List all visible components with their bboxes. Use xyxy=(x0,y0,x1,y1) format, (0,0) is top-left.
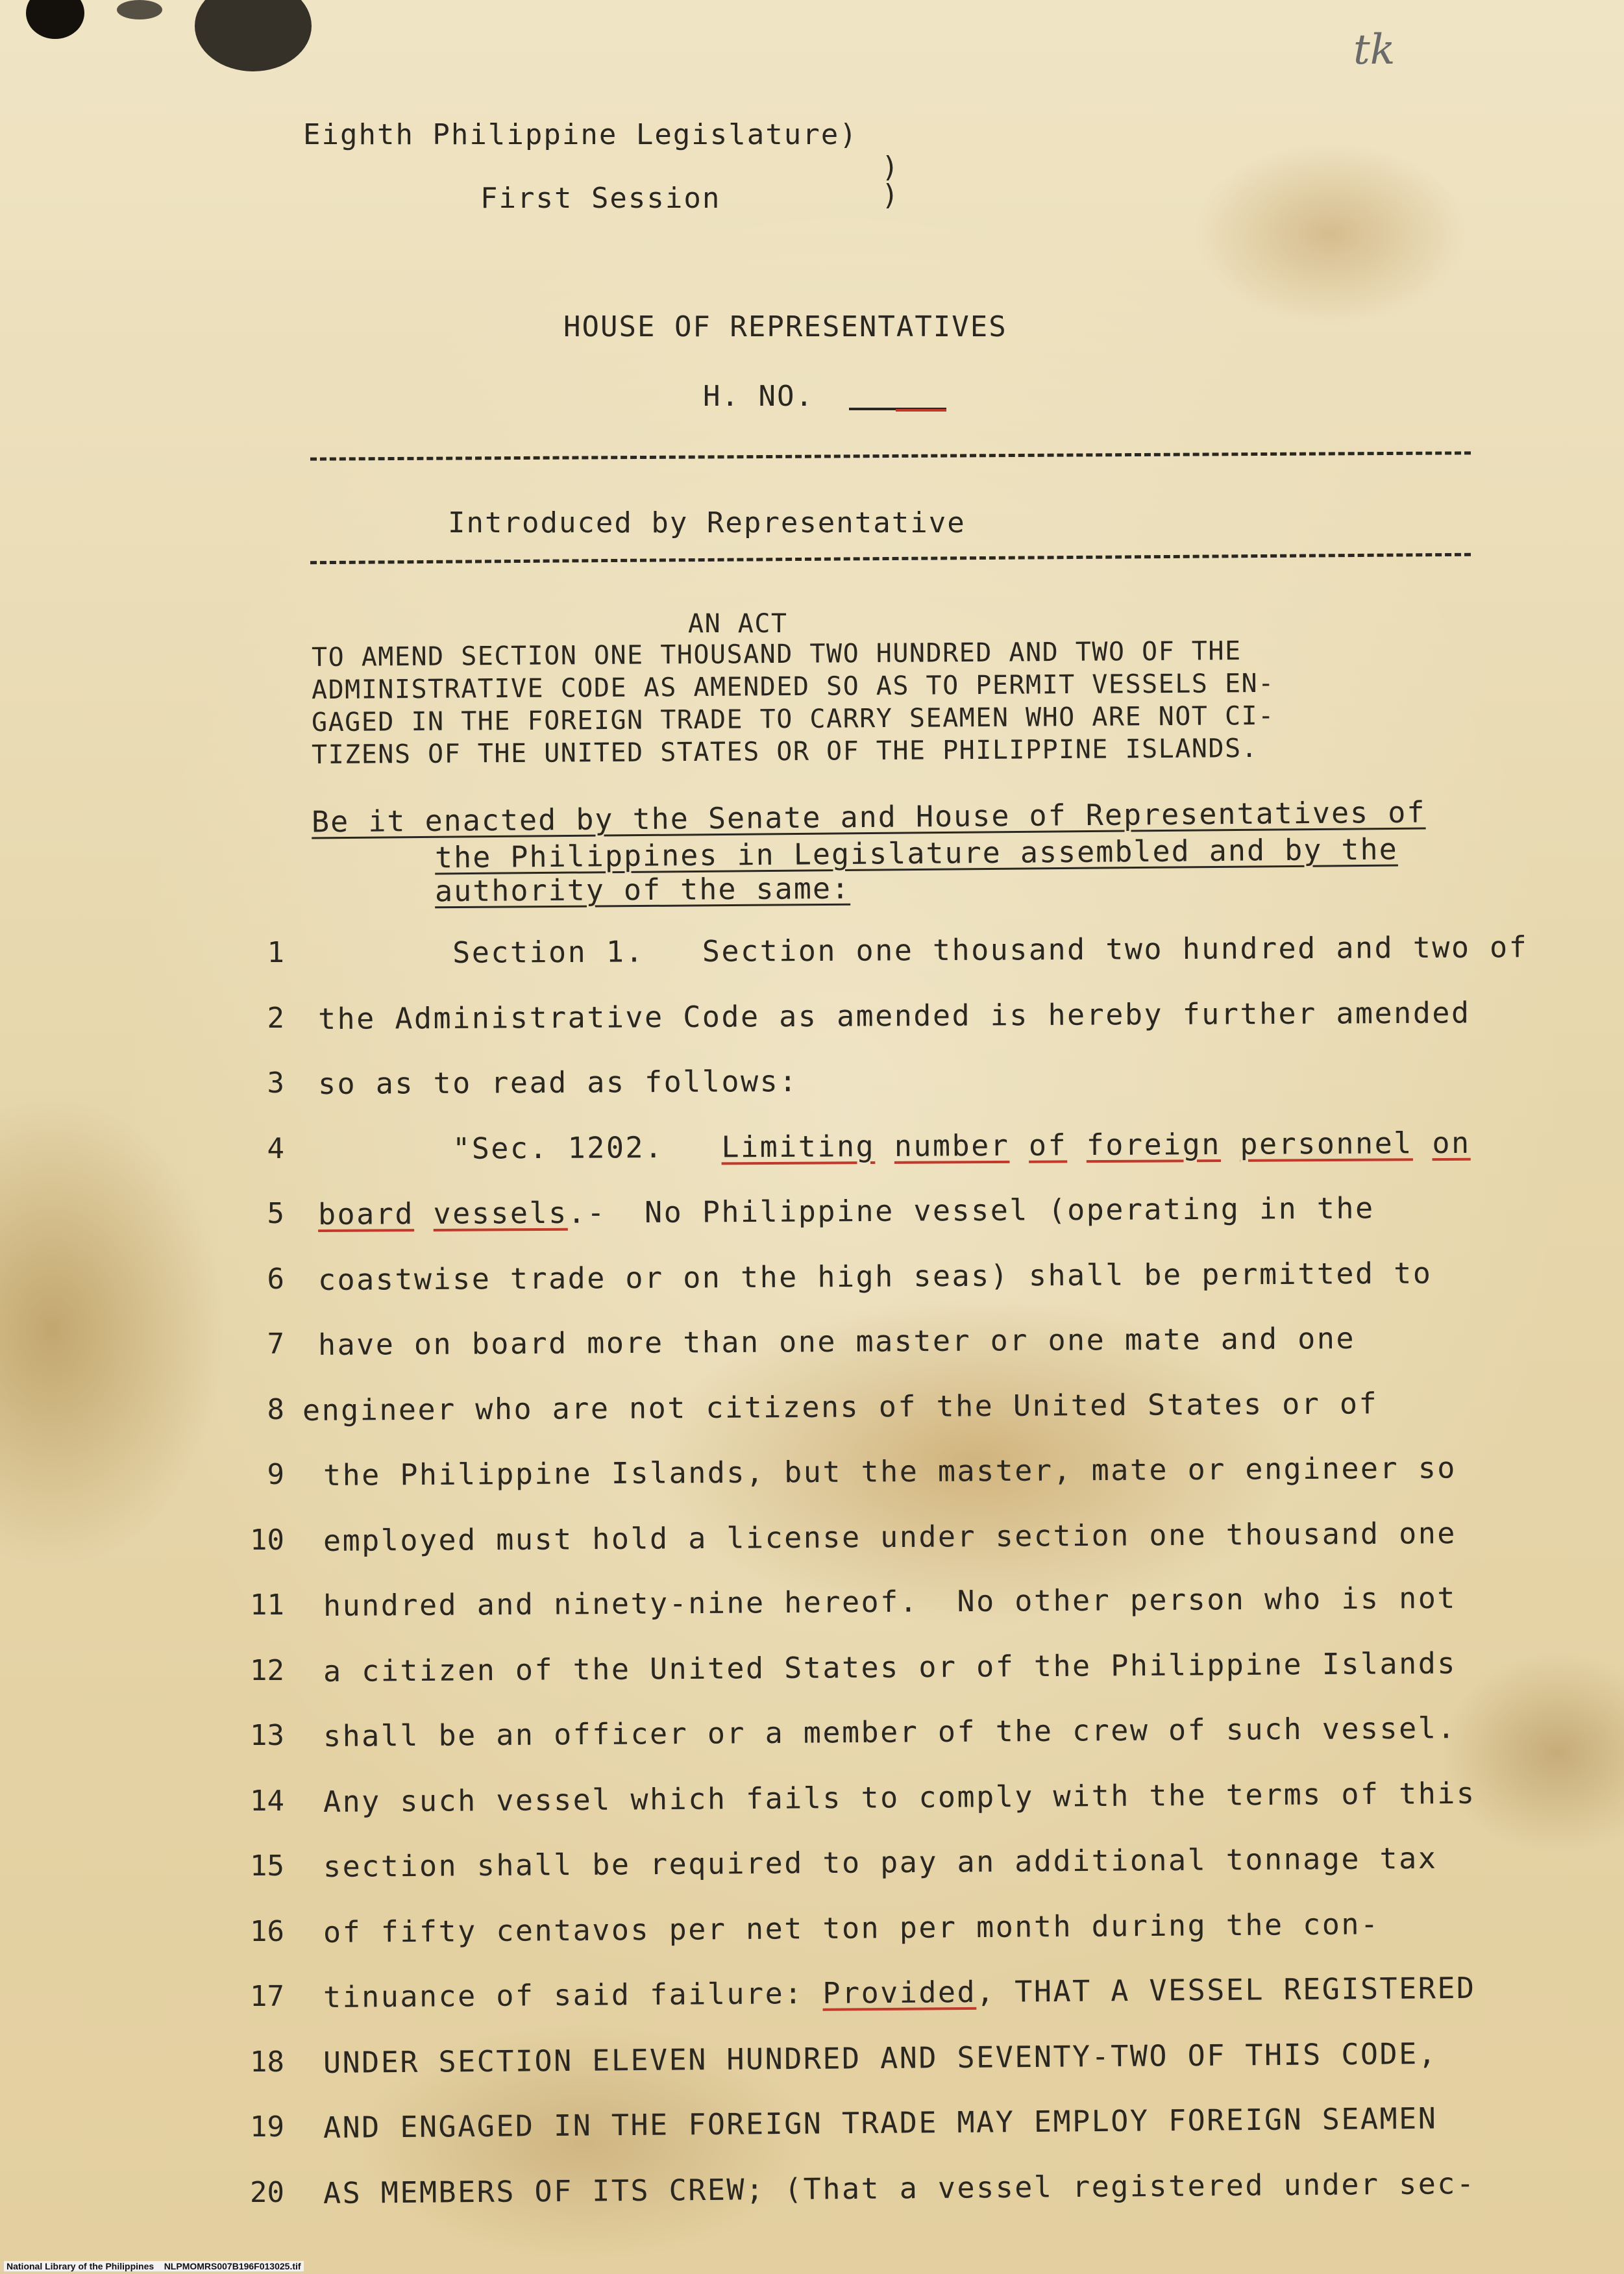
burn-mark xyxy=(26,0,84,39)
archive-footer: National Library of the Philippines NLPMOMRS007B196F013025.tif xyxy=(4,2261,304,2271)
bill-text-line: hundred and ninety-nine hereof. No other person who is not xyxy=(323,1580,1457,1623)
line-text: .- No Philippine vessel (operating in the xyxy=(567,1191,1375,1230)
line-number: 13 xyxy=(250,1719,284,1752)
legislature-line: Eighth Philippine Legislature) xyxy=(303,118,858,151)
line-number: 8 xyxy=(267,1392,284,1426)
bill-text-line: AND ENGAGED IN THE FOREIGN TRADE MAY EMPLOY FOREIGN SEAMEN xyxy=(323,2101,1438,2145)
bill-text-line: have on board more than one master or one mate and one xyxy=(317,1320,1356,1362)
act-title-line: TO AMEND SECTION ONE THOUSAND TWO HUNDRED AND TWO OF THE xyxy=(311,636,1242,673)
bill-text-line: the Administrative Code as amended is hereby further amended xyxy=(317,995,1471,1036)
line-number: 20 xyxy=(250,2175,284,2209)
underlined-caption-word: foreign xyxy=(1086,1126,1222,1162)
bill-text-line: employed must hold a license under section one thousand one xyxy=(323,1515,1457,1558)
separator-top xyxy=(310,451,1471,460)
line-number: 17 xyxy=(250,1980,284,2013)
act-title-line: GAGED IN THE FOREIGN TRADE TO CARRY SEAMEN WHO ARE NOT CI- xyxy=(311,700,1275,738)
line-number: 1 xyxy=(267,936,284,969)
bill-text-line: the Philippine Islands, but the master, mate or engineer so xyxy=(323,1450,1457,1492)
introduced-by: Introduced by Representative xyxy=(448,506,966,539)
act-title-line: TIZENS OF THE UNITED STATES OR OF THE PHILIPPINE ISLANDS. xyxy=(311,733,1259,771)
separator-bottom xyxy=(310,553,1471,564)
bill-text-line: so as to read as follows: xyxy=(317,1063,798,1101)
line-number: 19 xyxy=(250,2110,284,2144)
bill-text-line: coastwise trade or on the high seas) shall be permitted to xyxy=(317,1255,1433,1297)
act-title-line: ADMINISTRATIVE CODE AS AMENDED SO AS TO PERMIT VESSELS EN- xyxy=(311,668,1275,706)
line-number: 11 xyxy=(250,1588,284,1622)
bill-number-red-mark xyxy=(896,409,946,412)
enacting-text: authority of the same: xyxy=(434,871,851,909)
underlined-caption-word: on xyxy=(1432,1125,1471,1160)
bill-text-line xyxy=(318,1125,1471,1166)
line-number: 15 xyxy=(250,1849,284,1883)
bill-text-line: UNDER SECTION ELEVEN HUNDRED AND SEVENTY-TWO OF THIS CODE, xyxy=(323,2036,1438,2080)
bill-text-line xyxy=(323,1971,1476,2014)
line-number: 12 xyxy=(250,1653,284,1687)
underlined-caption-word: vessels xyxy=(433,1195,568,1231)
provided-keyword: Provided xyxy=(822,1974,977,2010)
line-number: 4 xyxy=(267,1131,284,1165)
bill-text-line: section shall be required to pay an additional tonnage tax xyxy=(323,1840,1438,1884)
enacting-text: Be it enacted by the Senate and House of Representatives of xyxy=(311,795,1426,839)
line-text: , THAT A VESSEL REGISTERED xyxy=(976,1970,1476,2009)
enacting-text: the Philippines in Legislature assembled and by the xyxy=(434,832,1398,875)
line-number: 10 xyxy=(250,1523,284,1557)
burn-mark xyxy=(195,0,312,71)
enacting-clause-line xyxy=(435,832,1398,875)
line-number: 14 xyxy=(250,1784,284,1818)
underlined-caption-word: personnel xyxy=(1240,1125,1413,1161)
house-heading: HOUSE OF REPRESENTATIVES xyxy=(563,310,1007,343)
bill-text-line: engineer who are not citizens of the United States or of xyxy=(302,1385,1379,1427)
line-number: 6 xyxy=(267,1262,284,1296)
bracket-line: ) xyxy=(881,151,900,184)
bill-text-line: of fifty centavos per net ton per month during the con- xyxy=(323,1906,1380,1949)
bill-text-line: AS MEMBERS OF ITS CREW; (That a vessel registered under sec- xyxy=(323,2166,1476,2210)
underlined-caption-word: number xyxy=(894,1128,1010,1163)
enacting-clause-line xyxy=(435,871,850,908)
line-number: 18 xyxy=(250,2045,284,2079)
session-line: First Session xyxy=(480,182,721,215)
underlined-caption-word: of xyxy=(1028,1127,1068,1163)
act-heading: AN ACT xyxy=(688,609,788,639)
enacting-clause-line xyxy=(312,795,1426,839)
underlined-caption-word: Limiting xyxy=(721,1128,876,1164)
bracket-line: ) xyxy=(881,179,900,212)
line-text: tinuance of said failure: xyxy=(323,1975,823,2014)
line-number: 5 xyxy=(267,1197,284,1230)
bill-text-line: shall be an officer or a member of the crew of such vessel. xyxy=(323,1711,1457,1753)
bill-text-line: Any such vessel which fails to comply with the terms of this xyxy=(323,1775,1476,1819)
line-number: 9 xyxy=(267,1458,284,1491)
bill-number-label: H. NO. xyxy=(703,380,814,413)
line-number: 16 xyxy=(250,1914,284,1948)
section-label: "Sec. 1202. xyxy=(317,1129,722,1167)
bill-text-line: a citizen of the United States or of the Philippine Islands xyxy=(323,1646,1457,1688)
line-number: 3 xyxy=(267,1067,284,1100)
corner-handwritten-mark: tk xyxy=(1353,26,1396,74)
bill-text-line xyxy=(318,1191,1375,1231)
underlined-caption-word: board xyxy=(317,1196,415,1231)
bill-text-line: Section 1. Section one thousand two hundred and two of xyxy=(317,930,1529,970)
burn-mark xyxy=(117,0,162,19)
line-number: 7 xyxy=(267,1328,284,1361)
line-number: 2 xyxy=(267,1001,284,1035)
